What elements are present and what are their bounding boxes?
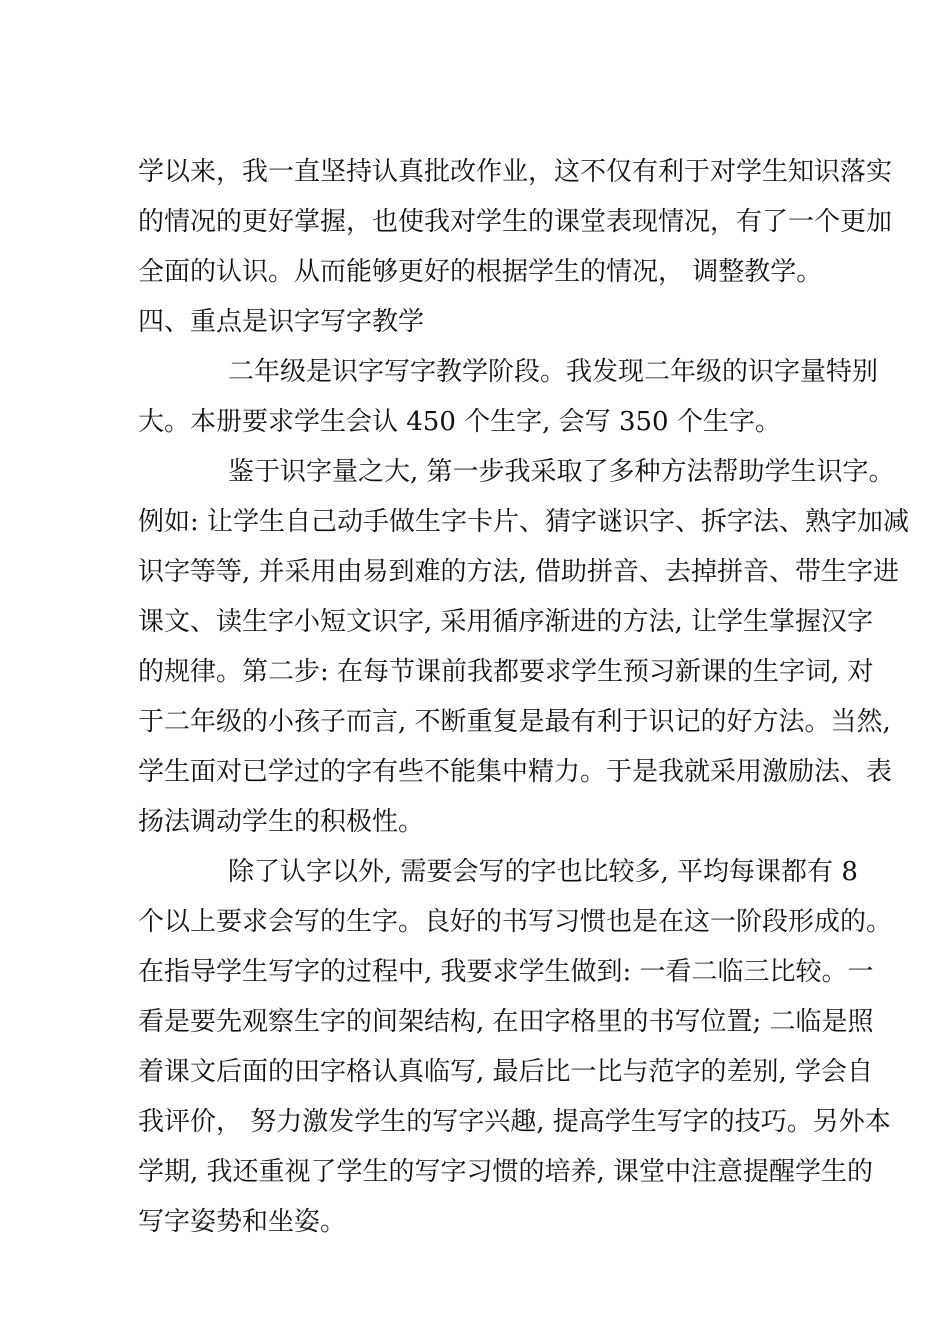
paragraph-start-line: 除了认字以外, 需要会写的字也比较多, 平均每课都有 8 [228, 857, 858, 887]
text-line: 着课文后面的田字格认真临写, 最后比一比与范字的差别, 学会自 [138, 1057, 874, 1087]
text-line: 识字等等, 并采用由易到难的方法, 借助拼音、去掉拼音、带生字进 [138, 557, 900, 587]
section-heading: 四、重点是识字写字教学 [138, 307, 425, 337]
paragraph-start-line: 二年级是识字写字教学阶段。我发现二年级的识字量特别 [228, 357, 879, 387]
text-line: 于二年级的小孩子而言, 不断重复是最有利于识记的好方法。当然, [138, 707, 891, 737]
text-line: 大。本册要求学生会认 450 个生字, 会写 350 个生字。 [138, 407, 781, 437]
text-line: 看是要先观察生字的间架结构, 在田字格里的书写位置; 二临是照 [138, 1007, 874, 1037]
text-line: 的情况的更好掌握，也使我对学生的课堂表现情况，有了一个更加 [138, 207, 893, 237]
text-line: 课文、读生字小短文识字, 采用循序渐进的方法, 让学生掌握汉字 [138, 607, 874, 637]
text-line: 学生面对已学过的字有些不能集中精力。于是我就采用激励法、表 [138, 757, 893, 787]
text-line: 全面的认识。从而能够更好的根据学生的情况， 调整教学。 [138, 257, 823, 287]
text-line: 的规律。第二步: 在每节课前我都要求学生预习新课的生字词, 对 [138, 657, 874, 687]
text-line: 例如: 让学生自己动手做生字卡片、猜字谜识字、拆字法、熟字加减 [138, 507, 910, 537]
paragraph-start-line: 鉴于识字量之大, 第一步我采取了多种方法帮助学生识字。 [228, 457, 895, 487]
text-line: 学期, 我还重视了学生的写字习惯的培养, 课堂中注意提醒学生的 [138, 1157, 874, 1187]
text-line: 写字姿势和坐姿。 [138, 1207, 347, 1237]
text-line: 在指导学生写字的过程中, 我要求学生做到: 一看二临三比较。一 [138, 957, 874, 987]
text-line: 我评价， 努力激发学生的写字兴趣, 提高学生写字的技巧。另外本 [138, 1107, 891, 1137]
text-line: 学以来，我一直坚持认真批改作业，这不仅有利于对学生知识落实 [138, 157, 893, 187]
text-line: 个以上要求会写的生字。良好的书写习惯也是在这一阶段形成的。 [138, 907, 893, 937]
text-line: 扬法调动学生的积极性。 [138, 807, 425, 837]
